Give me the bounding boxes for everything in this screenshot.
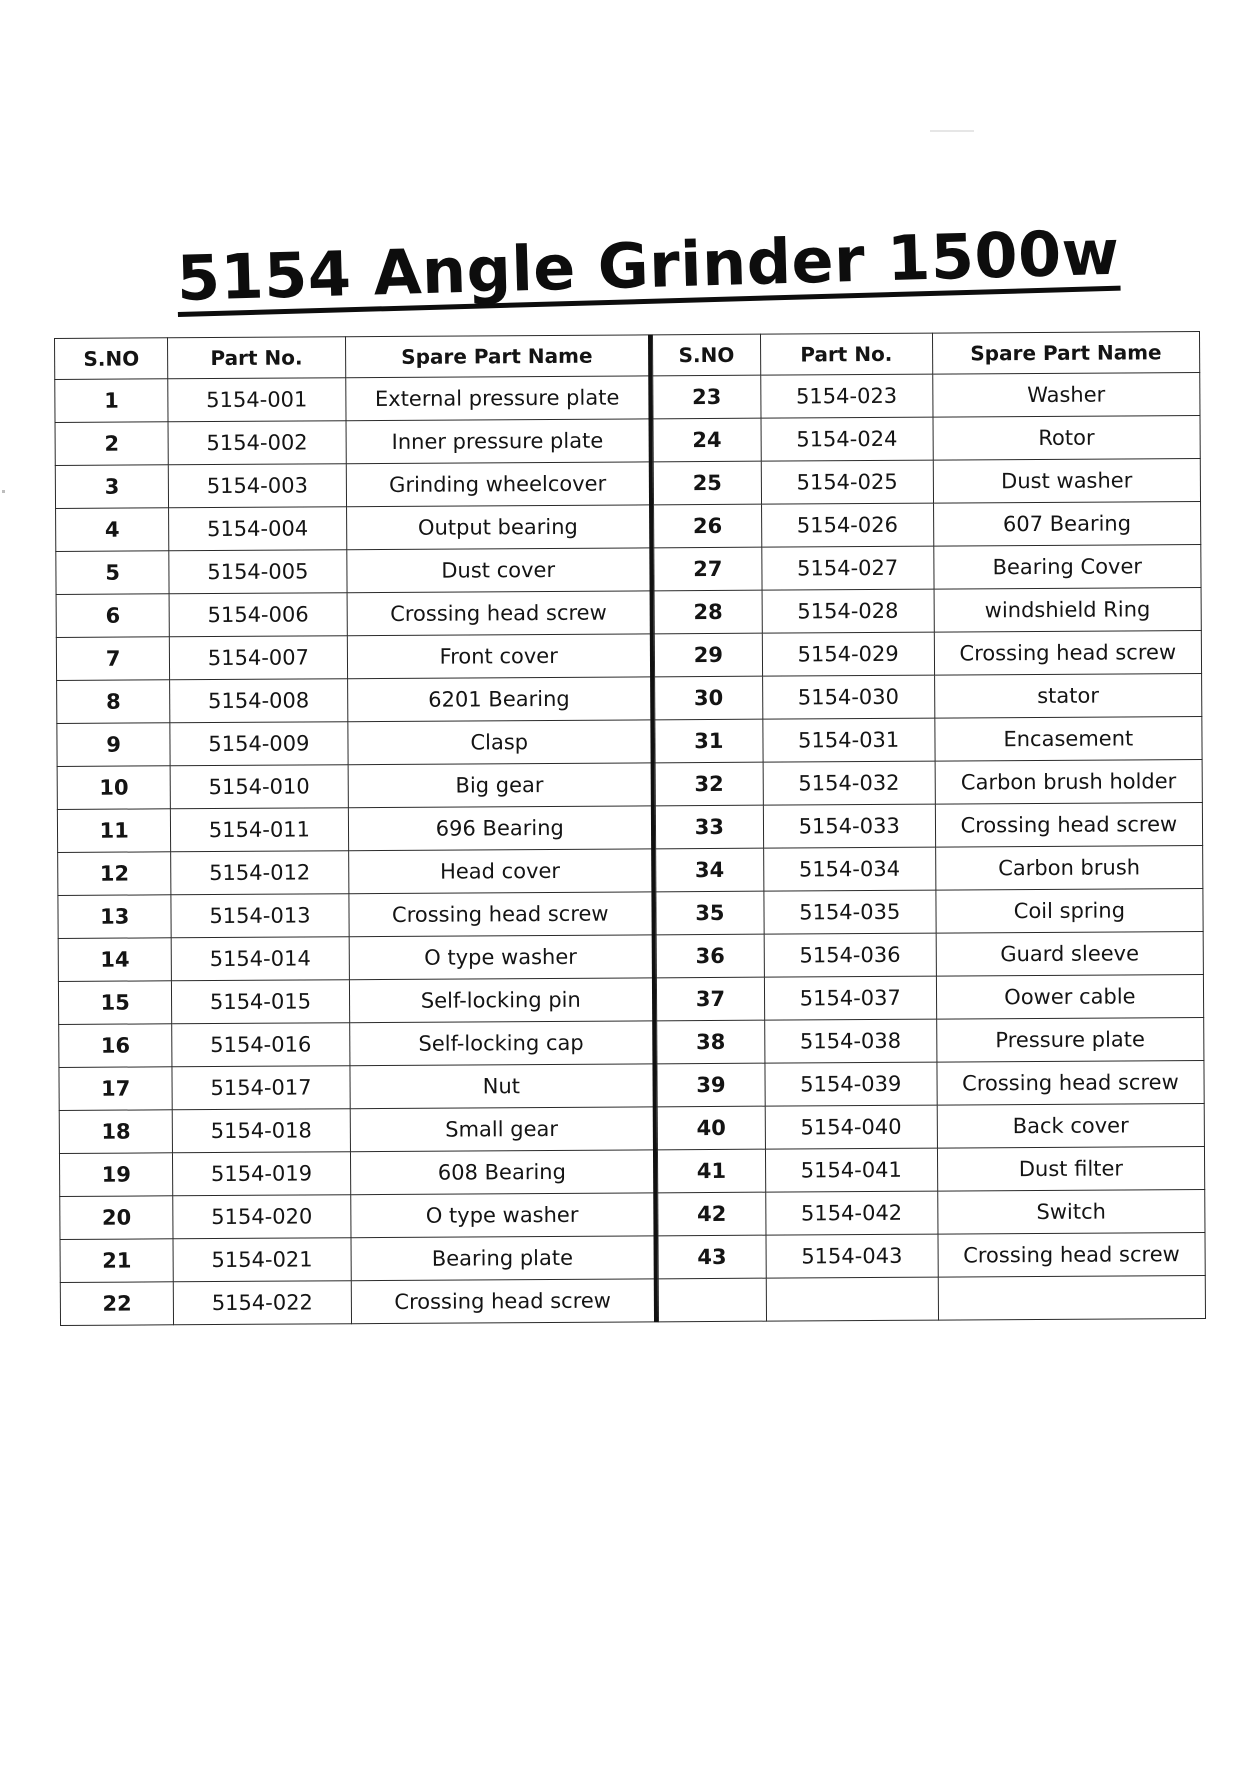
part-no-cell: 5154-042: [765, 1191, 937, 1235]
part-no-cell: 5154-008: [170, 679, 347, 723]
part-name-cell: Dust washer: [933, 459, 1201, 504]
table-row: [655, 673, 1202, 719]
header-part-no: Part No.: [760, 333, 932, 375]
header-spare-part-name: Spare Part Name: [345, 335, 650, 378]
table-row: [55, 419, 651, 466]
table-row: [656, 974, 1203, 1020]
part-no-cell: 5154-041: [765, 1148, 937, 1192]
part-no-cell: 5154-025: [761, 460, 933, 504]
table-row: [656, 931, 1203, 977]
table-row: [655, 759, 1202, 805]
part-no-cell: 5154-040: [765, 1105, 937, 1149]
sno-cell: 43: [658, 1235, 766, 1279]
sno-cell: 11: [57, 809, 171, 853]
sno-cell: 35: [656, 891, 764, 935]
part-name-cell: O type washer: [349, 935, 654, 980]
table-row: [656, 845, 1203, 891]
sno-cell: 20: [60, 1196, 174, 1240]
parts-table-left: [54, 334, 658, 1326]
part-no-cell: 5154-022: [174, 1281, 351, 1325]
sno-cell: 8: [57, 680, 171, 724]
part-name-cell: Crossing head screw: [351, 1279, 656, 1324]
part-name-cell: Crossing head screw: [348, 892, 653, 937]
table-row: [657, 1103, 1204, 1149]
table-row: [658, 1232, 1205, 1278]
part-name-cell: 696 Bearing: [348, 806, 653, 851]
table-row: [57, 677, 653, 724]
table-row: [658, 1275, 1205, 1321]
sno-cell: 17: [59, 1067, 173, 1111]
header-row: [55, 335, 651, 380]
part-no-cell: 5154-007: [170, 636, 347, 680]
sno-cell: 4: [56, 508, 170, 552]
table-row: [56, 591, 652, 638]
table-row: [60, 1193, 656, 1240]
part-name-cell: Crossing head screw: [937, 1060, 1205, 1105]
sno-cell: 36: [656, 934, 764, 978]
part-name-cell: Small gear: [350, 1107, 655, 1152]
table-row: [59, 1107, 655, 1154]
table-row: [59, 1021, 655, 1068]
part-name-cell: Oower cable: [936, 974, 1204, 1019]
part-name-cell: Crossing head screw: [347, 591, 652, 636]
left-table-body: [55, 376, 656, 1326]
header-sno: S.NO: [652, 334, 760, 376]
part-no-cell: 5154-017: [172, 1066, 349, 1110]
table-row: [655, 716, 1202, 762]
part-no-cell: [766, 1277, 938, 1321]
table-row: [57, 763, 653, 810]
sno-cell: [658, 1278, 766, 1322]
header-row: [652, 332, 1199, 376]
part-name-cell: External pressure plate: [345, 376, 650, 421]
sno-cell: 27: [654, 547, 762, 591]
part-no-cell: 5154-035: [764, 890, 936, 934]
sno-cell: 29: [654, 633, 762, 677]
part-name-cell: Coil spring: [936, 888, 1204, 933]
part-no-cell: 5154-036: [764, 933, 936, 977]
table-row: [59, 1064, 655, 1111]
table-row: [58, 849, 654, 896]
table-row: [58, 978, 654, 1025]
table-row: [654, 587, 1201, 633]
table-row: [55, 462, 651, 509]
header-spare-part-name: Spare Part Name: [932, 332, 1200, 375]
part-name-cell: Switch: [937, 1189, 1205, 1234]
sno-cell: 32: [655, 762, 763, 806]
sno-cell: 2: [55, 422, 169, 466]
part-no-cell: 5154-013: [171, 894, 348, 938]
part-name-cell: Self-locking cap: [349, 1021, 654, 1066]
sno-cell: 22: [60, 1282, 174, 1326]
part-name-cell: Carbon brush: [935, 845, 1203, 890]
table-row: [653, 459, 1200, 505]
table-row: [657, 1060, 1204, 1106]
part-no-cell: 5154-037: [764, 976, 936, 1020]
part-no-cell: 5154-005: [169, 550, 346, 594]
table-row: [55, 376, 651, 423]
sno-cell: 19: [59, 1153, 173, 1197]
part-no-cell: 5154-019: [173, 1152, 350, 1196]
part-no-cell: 5154-028: [762, 589, 934, 633]
sno-cell: 1: [55, 379, 169, 423]
part-name-cell: O type washer: [350, 1193, 655, 1238]
part-name-cell: Crossing head screw: [938, 1232, 1206, 1277]
sno-cell: 34: [656, 848, 764, 892]
sno-cell: 14: [58, 938, 172, 982]
sno-cell: 39: [657, 1063, 765, 1107]
table-row: [656, 888, 1203, 934]
table-row: [658, 1189, 1205, 1235]
table-row: [653, 373, 1200, 419]
part-no-cell: 5154-023: [760, 374, 932, 418]
sno-cell: 41: [657, 1149, 765, 1193]
part-name-cell: Big gear: [348, 763, 653, 808]
part-name-cell: Nut: [349, 1064, 654, 1109]
sno-cell: 9: [57, 723, 171, 767]
sno-cell: 12: [58, 852, 172, 896]
table-row: [60, 1236, 656, 1283]
part-name-cell: Washer: [932, 373, 1200, 418]
part-name-cell: Encasement: [935, 716, 1203, 761]
right-table-body: [653, 373, 1206, 1322]
part-no-cell: 5154-030: [762, 675, 934, 719]
part-no-cell: 5154-038: [764, 1019, 936, 1063]
header-part-no: Part No.: [168, 337, 345, 379]
sno-cell: 5: [56, 551, 170, 595]
table-row: [57, 806, 653, 853]
sno-cell: 16: [59, 1024, 173, 1068]
header-sno: S.NO: [55, 338, 169, 380]
part-name-cell: Guard sleeve: [936, 931, 1204, 976]
table-row: [56, 505, 652, 552]
part-name-cell: Bearing plate: [351, 1236, 656, 1281]
scan-speck: [930, 130, 974, 132]
part-name-cell: Back cover: [937, 1103, 1205, 1148]
sno-cell: 25: [653, 461, 761, 505]
sno-cell: 3: [55, 465, 169, 509]
part-no-cell: 5154-031: [763, 718, 935, 762]
part-no-cell: 5154-029: [762, 632, 934, 676]
part-no-cell: 5154-006: [169, 593, 346, 637]
sno-cell: 31: [655, 719, 763, 763]
page-title: 5154 Angle Grinder 1500w: [175, 215, 1121, 316]
part-name-cell: Rotor: [933, 416, 1201, 461]
part-name-cell: Dust cover: [346, 548, 651, 593]
part-no-cell: 5154-020: [173, 1195, 350, 1239]
part-name-cell: Self-locking pin: [349, 978, 654, 1023]
table-row: [655, 802, 1202, 848]
sno-cell: 37: [656, 977, 764, 1021]
part-no-cell: 5154-026: [761, 503, 933, 547]
part-no-cell: 5154-043: [766, 1234, 938, 1278]
part-no-cell: 5154-021: [173, 1238, 350, 1282]
table-row: [57, 720, 653, 767]
sno-cell: 40: [657, 1106, 765, 1150]
part-no-cell: 5154-033: [763, 804, 935, 848]
part-name-cell: Clasp: [347, 720, 652, 765]
sno-cell: 24: [653, 418, 761, 462]
part-no-cell: 5154-027: [762, 546, 934, 590]
sno-cell: 18: [59, 1110, 173, 1154]
sno-cell: 21: [60, 1239, 174, 1283]
sno-cell: 15: [58, 981, 172, 1025]
sno-cell: 10: [57, 766, 171, 810]
sno-cell: 13: [58, 895, 172, 939]
parts-tables: [54, 331, 1206, 1326]
part-name-cell: Bearing Cover: [933, 544, 1201, 589]
part-name-cell: [938, 1275, 1206, 1320]
part-no-cell: 5154-003: [169, 464, 346, 508]
table-row: [654, 544, 1201, 590]
part-no-cell: 5154-011: [171, 808, 348, 852]
table-row: [56, 634, 652, 681]
part-no-cell: 5154-032: [763, 761, 935, 805]
table-row: [654, 630, 1201, 676]
part-no-cell: 5154-016: [172, 1023, 349, 1067]
table-row: [56, 548, 652, 595]
part-name-cell: Head cover: [348, 849, 653, 894]
part-no-cell: 5154-018: [173, 1109, 350, 1153]
part-name-cell: Output bearing: [346, 505, 651, 550]
sno-cell: 38: [657, 1020, 765, 1064]
part-no-cell: 5154-015: [172, 980, 349, 1024]
part-no-cell: 5154-002: [168, 421, 345, 465]
part-name-cell: Crossing head screw: [935, 802, 1203, 847]
table-row: [60, 1279, 656, 1326]
sno-cell: 7: [56, 637, 170, 681]
part-no-cell: 5154-014: [171, 937, 348, 981]
part-no-cell: 5154-024: [761, 417, 933, 461]
part-name-cell: Inner pressure plate: [346, 419, 651, 464]
sno-cell: 42: [658, 1192, 766, 1236]
part-name-cell: Crossing head screw: [934, 630, 1202, 675]
table-row: [654, 501, 1201, 547]
part-no-cell: 5154-034: [763, 847, 935, 891]
sno-cell: 23: [653, 375, 761, 419]
part-name-cell: 608 Bearing: [350, 1150, 655, 1195]
part-name-cell: Grinding wheelcover: [346, 462, 651, 507]
sno-cell: 33: [655, 805, 763, 849]
part-no-cell: 5154-039: [765, 1062, 937, 1106]
part-name-cell: Dust filter: [937, 1146, 1205, 1191]
part-no-cell: 5154-012: [171, 851, 348, 895]
part-name-cell: stator: [934, 673, 1202, 718]
sno-cell: 28: [654, 590, 762, 634]
part-no-cell: 5154-009: [170, 722, 347, 766]
scan-edge-mark: [2, 490, 5, 493]
part-name-cell: Front cover: [347, 634, 652, 679]
table-row: [59, 1150, 655, 1197]
part-name-cell: windshield Ring: [934, 587, 1202, 632]
part-no-cell: 5154-010: [170, 765, 347, 809]
table-row: [58, 892, 654, 939]
table-row: [657, 1017, 1204, 1063]
table-row: [653, 416, 1200, 462]
sno-cell: 6: [56, 594, 170, 638]
part-name-cell: 6201 Bearing: [347, 677, 652, 722]
part-name-cell: Carbon brush holder: [935, 759, 1203, 804]
part-name-cell: 607 Bearing: [933, 501, 1201, 546]
table-row: [58, 935, 654, 982]
parts-table-right: [652, 331, 1206, 1322]
part-no-cell: 5154-001: [168, 378, 345, 422]
sno-cell: 30: [655, 676, 763, 720]
table-row: [657, 1146, 1204, 1192]
part-no-cell: 5154-004: [169, 507, 346, 551]
part-name-cell: Pressure plate: [936, 1017, 1204, 1062]
sno-cell: 26: [654, 504, 762, 548]
